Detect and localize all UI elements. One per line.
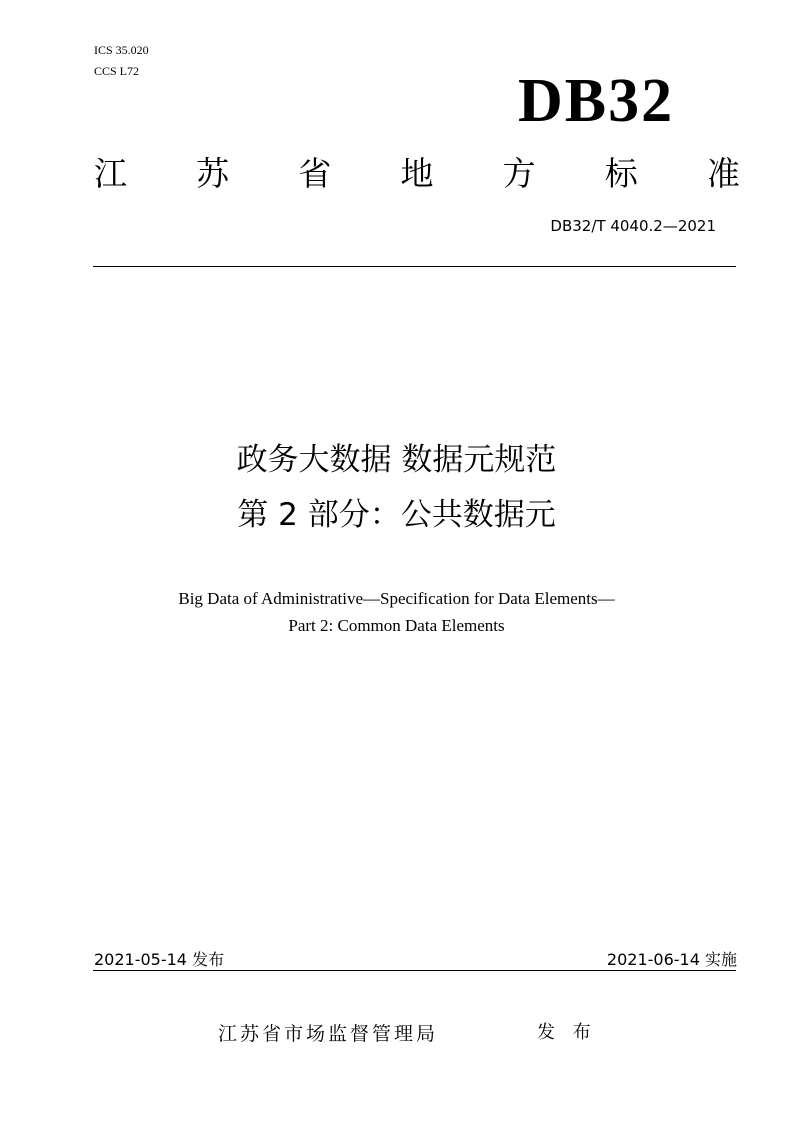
issue-date: 2021-05-14 发布 xyxy=(94,950,225,969)
standard-type-heading xyxy=(94,152,740,196)
ccs-code: CCS L72 xyxy=(94,64,140,78)
standard-type-char: 方 xyxy=(502,154,536,193)
standard-number: DB32/T 4040.2—2021 xyxy=(550,217,716,235)
db-standard-mark: DB32 xyxy=(518,67,675,135)
standard-type-char: 江 xyxy=(94,154,127,193)
publish-label: 发 布 xyxy=(537,1022,597,1043)
classification-codes xyxy=(94,40,149,82)
standard-type-char: 地 xyxy=(400,154,434,193)
publisher-name: 江苏省市场监督管理局 xyxy=(218,1023,439,1045)
footer-divider xyxy=(93,970,736,971)
standard-type-char: 标 xyxy=(604,154,638,193)
standard-type-char: 准 xyxy=(706,154,740,193)
english-title-line-2: Part 2: Common Data Elements xyxy=(288,616,505,635)
chinese-title-line-1: 政务大数据 数据元规范 xyxy=(236,442,557,478)
header-divider xyxy=(93,266,736,267)
standard-type-char: 苏 xyxy=(196,154,230,193)
english-title-line-1: Big Data of Administrative—Specification for Data Elements— xyxy=(178,589,615,608)
ics-code: ICS 35.020 xyxy=(94,43,149,57)
standard-type-char: 省 xyxy=(298,154,332,193)
implement-date: 2021-06-14 实施 xyxy=(606,950,737,969)
chinese-title-line-2: 第 2 部分：公共数据元 xyxy=(237,497,556,533)
